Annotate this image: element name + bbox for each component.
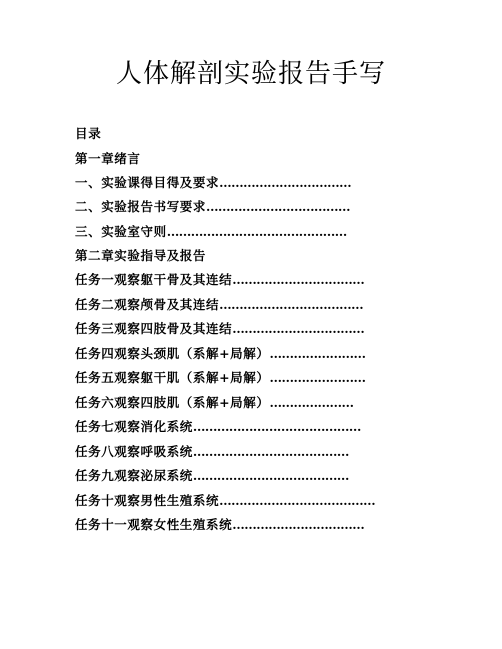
toc-entry	[75, 220, 395, 245]
toc-entry-text: 任务十观察男性生殖系统	[75, 492, 220, 508]
toc-entry-text: 二、实验报告书写要求	[75, 199, 207, 214]
table-of-contents	[75, 122, 395, 538]
toc-entry	[75, 415, 395, 440]
toc-heading	[75, 122, 395, 147]
toc-entry-text: 第二章实验指导及报告	[75, 248, 207, 263]
toc-entry-chapter-2	[75, 244, 395, 268]
toc-entry	[75, 489, 395, 514]
toc-entry	[75, 391, 395, 416]
toc-entry-leader: ………………………………………	[166, 223, 347, 239]
toc-entry-text: 任务八观察呼吸系统	[75, 443, 193, 459]
toc-entry-leader: ………………………………	[219, 296, 364, 312]
toc-entry	[75, 317, 395, 342]
toc-entry	[75, 195, 395, 220]
toc-entry-text: 任务五观察躯干肌（系解+局解）	[75, 370, 270, 385]
toc-entry	[75, 513, 395, 538]
toc-entry-leader: ……………………	[269, 345, 366, 361]
toc-entry-leader: ……………………………	[232, 321, 365, 336]
toc-heading-label: 目录	[75, 126, 102, 141]
toc-entry-leader: ……………………………	[232, 517, 365, 532]
toc-entry-leader: ……………………………	[219, 174, 352, 190]
toc-entry-text: 任务四观察头颈肌（系解+局解）	[75, 345, 270, 361]
toc-entry-text: 任务一观察躯干骨及其连结	[75, 272, 233, 287]
toc-entry	[75, 464, 395, 489]
toc-entry-text: 一、实验课得目得及要求	[75, 174, 220, 190]
toc-entry-leader: ……………………	[269, 370, 366, 385]
toc-entry-text: 任务二观察颅骨及其连结	[75, 296, 220, 312]
toc-entry	[75, 171, 395, 196]
toc-entry-leader: ……………………………	[232, 272, 365, 287]
toc-entry-leader: …………………………………	[192, 468, 349, 483]
toc-entry	[75, 366, 395, 391]
toc-entry-text: 三、实验室守则	[75, 223, 167, 239]
toc-entry-leader: …………………………………	[219, 492, 376, 508]
toc-entry-leader: …………………	[269, 394, 354, 410]
toc-entry-text: 任务三观察四肢骨及其连结	[75, 321, 233, 336]
toc-entry-text: 任务七观察消化系统	[75, 419, 193, 434]
toc-entry-leader: ………………………………	[206, 199, 351, 214]
toc-entry	[75, 293, 395, 318]
document-title: 人体解剖实验报告手写	[115, 59, 386, 89]
toc-entry-leader: ……………………………………	[192, 419, 361, 434]
toc-entry-text: 任务六观察四肢肌（系解+局解）	[75, 394, 270, 410]
toc-entry	[75, 342, 395, 367]
toc-entry	[75, 440, 395, 465]
toc-entry-chapter-1	[75, 147, 395, 171]
toc-entry-text: 第一章绪言	[75, 150, 141, 166]
toc-entry	[75, 268, 395, 293]
toc-entry-leader: …………………………………	[192, 443, 349, 459]
toc-entry-text: 任务九观察泌尿系统	[75, 468, 193, 483]
toc-entry-text: 任务十一观察女性生殖系统	[75, 517, 233, 532]
